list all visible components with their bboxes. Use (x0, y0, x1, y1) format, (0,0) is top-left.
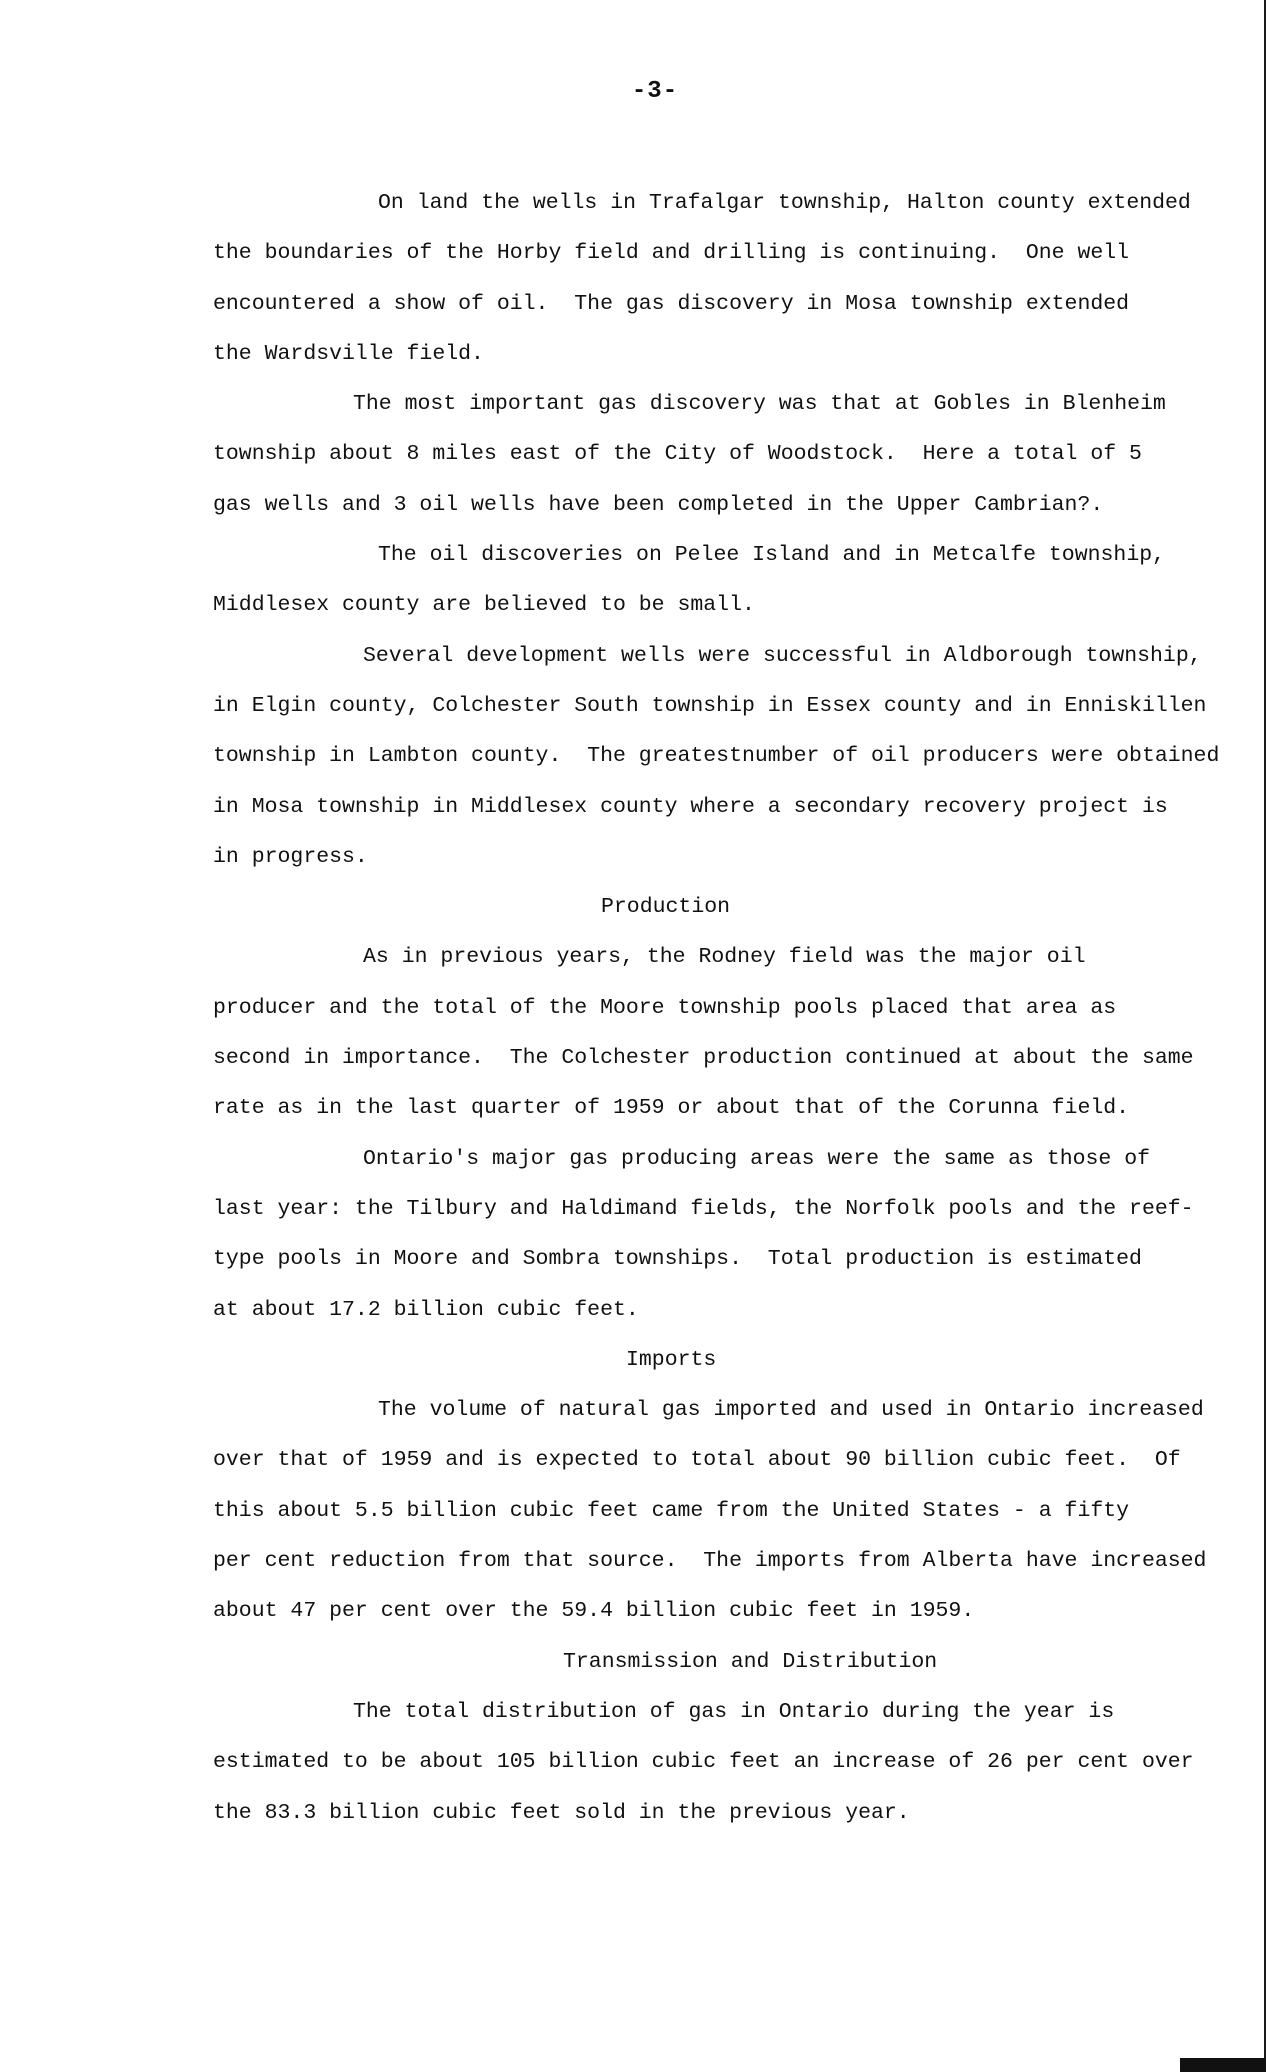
text-line: Ontario's major gas producing areas were the same as those of (363, 1146, 1151, 1171)
text-line: about 47 per cent over the 59.4 billion cubic feet in 1959. (213, 1599, 975, 1624)
page-number: -3- (631, 78, 679, 105)
text-line: On land the wells in Trafalgar township, Halton county extended (378, 191, 1191, 215)
text-line: at about 17.2 billion cubic feet. (213, 1297, 639, 1322)
text-line: township about 8 miles east of the City of Woodstock. Here a total of 5 (213, 442, 1142, 467)
paragraph-gas-distribution (213, 1687, 1203, 1838)
text-line: encountered a show of oil. The gas discovery in Mosa township extended (213, 291, 1130, 316)
text-line: Middlesex county are believed to be small. (213, 593, 755, 618)
text-line: The total distribution of gas in Ontario during the year is (353, 1699, 1115, 1724)
text-line: last year: the Tilbury and Haldimand fields, the Norfolk pools and the reef- (213, 1196, 1194, 1221)
text-line: this about 5.5 billion cubic feet came from the United States - a fifty (213, 1498, 1130, 1523)
paragraph-pelee-island (213, 530, 1203, 631)
text-line: As in previous years, the Rodney field was the major oil (363, 945, 1086, 970)
text-line: per cent reduction from that source. The imports from Alberta have increased (213, 1549, 1207, 1574)
text-line: estimated to be about 105 billion cubic feet an increase of 26 per cent over (213, 1750, 1194, 1775)
text-line: gas wells and 3 oil wells have been completed in the Upper Cambrian?. (213, 492, 1104, 517)
section-heading-production: Production (601, 895, 731, 920)
text-line: The oil discoveries on Pelee Island and in Metcalfe township, (378, 543, 1166, 568)
paragraph-gas-producing-areas (213, 1134, 1203, 1335)
paragraph-development-wells (213, 631, 1220, 882)
text-line: the Wardsville field. (213, 341, 484, 366)
text-line: the boundaries of the Horby field and drilling is continuing. One well (213, 241, 1130, 266)
paragraph-rodney-field (213, 932, 1203, 1133)
text-line: producer and the total of the Moore township pools placed that area as (213, 995, 1117, 1020)
text-line: in progress. (213, 844, 368, 869)
paragraph-natural-gas-imports (213, 1385, 1207, 1636)
text-line: second in importance. The Colchester production continued at about the same (213, 1046, 1194, 1071)
section-heading-transmission: Transmission and Distribution (563, 1649, 938, 1674)
text-line: type pools in Moore and Sombra townships. Total production is estimated (213, 1247, 1142, 1272)
text-line: Several development wells were successful in Aldborough township, (363, 643, 1202, 668)
text-line: rate as in the last quarter of 1959 or about that of the Corunna field. (213, 1096, 1130, 1121)
text-line: the 83.3 billion cubic feet sold in the previous year. (213, 1800, 910, 1825)
paragraph-gas-discovery-gobles (213, 379, 1203, 530)
text-line: in Elgin county, Colchester South township in Essex county and in Enniskillen (213, 693, 1207, 718)
text-line: township in Lambton county. The greatestnumber of oil producers were obtained (213, 744, 1220, 769)
report-body (213, 178, 1220, 1838)
text-line: in Mosa township in Middlesex county where a secondary recovery project is (213, 794, 1168, 819)
section-heading-imports: Imports (626, 1347, 717, 1372)
text-line: The volume of natural gas imported and used in Ontario increased (378, 1398, 1204, 1423)
text-line: The most important gas discovery was that at Gobles in Blenheim (353, 392, 1166, 417)
paragraph-wells-trafalgar (213, 178, 1203, 379)
scan-edge-bottom (1180, 2058, 1266, 2072)
text-line: over that of 1959 and is expected to total about 90 billion cubic feet. Of (213, 1448, 1181, 1473)
